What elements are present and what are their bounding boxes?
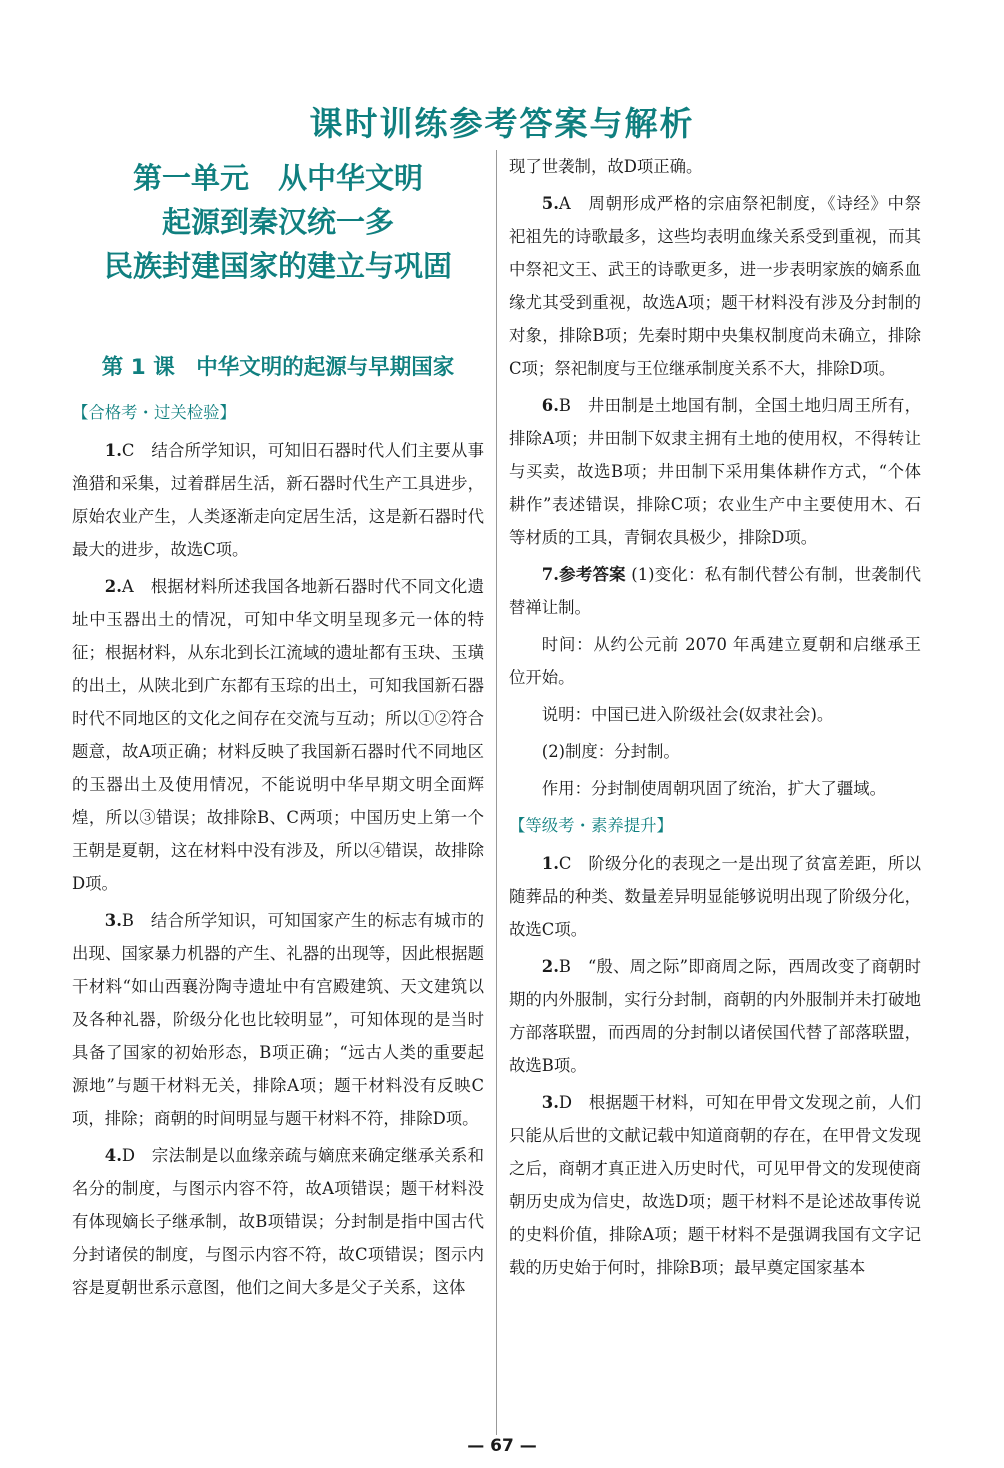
answer-number: 5. (541, 194, 559, 213)
unit-title (72, 156, 484, 288)
answer-number: 1. (104, 441, 122, 460)
right-column (509, 150, 921, 1288)
answer-text: C 结合所学知识，可知旧石器时代人们主要从事渔猎和采集，过着群居生活，新石器时代生产工具进步，原始农业产生，人类逐渐走向定居生活，这是新石器时代最大的进步，故选C项。 (72, 441, 484, 559)
answer-text: D 宗法制是以血缘亲疏与嫡庶来确定继承关系和名分的制度，与图示内容不符，故A项错误；题干材料没有体现嫡长子继承制，故B项错误；分封制是指中国古代分封诸侯的制度，与图示内容不符，故C项错误；图示内容是夏朝世系示意图，他们之间大多是父子关系，这体 (72, 1146, 484, 1297)
answer-number: 2. (541, 957, 559, 976)
answer-line: 说明：中国已进入阶级社会(奴隶社会)。 (541, 705, 834, 724)
answer-text: A 周朝形成严格的宗庙祭祀制度，《诗经》中祭祀祖先的诗歌最多，这些均表明血缘关系受到重视，而其中祭祀文王、武王的诗歌更多，进一步表明家族的嫡系血缘尤其受到重视，故选A项；题干材料没有涉及分封制的对象，排除B项；先秦时期中央集权制度尚未确立，排除C项；祭祀制度与王位继承制度关系不大，排除D项。 (509, 194, 921, 378)
answer-item (509, 847, 921, 946)
unit-title-line: 民族封建国家的建立与巩固 (103, 249, 452, 283)
page-number: — 67 — (467, 1436, 537, 1456)
unit-title-line: 起源到秦汉统一多 (161, 205, 394, 239)
column-divider (496, 150, 497, 1435)
answer-text: D 根据题干材料，可知在甲骨文发现之前，人们只能从后世的文献记载中知道商朝的存在，在甲骨文发现之后，商朝才真正进入历史时代，可见甲骨文的发现使商朝历史成为信史，故选D项；题干材料不是论述故事传说的史料价值，排除A项；题干材料不是强调我国有文字记载的历史始于何时，排除B项；最早奠定国家基本 (509, 1093, 921, 1277)
page-title: 课时训练参考答案与解析 (309, 104, 695, 143)
answer-number: 3. (541, 1093, 559, 1112)
section-heading-advanced: 【等级考・素养提升】 (509, 816, 673, 835)
answer-text: B “殷、周之际”即商周之际，西周改变了商朝时期的内外服制，实行分封制，商朝的内外服制并未打破地方部落联盟，而西周的分封制以诸侯国代替了部落联盟，故选B项。 (509, 957, 921, 1075)
unit-title-line: 第一单元 从中华文明 (132, 161, 423, 195)
answer-item (72, 1139, 484, 1304)
answer-number: 2. (104, 577, 122, 596)
left-column (72, 150, 484, 1308)
answer-number: 3. (104, 911, 122, 930)
answer-item (509, 950, 921, 1082)
answer-text: (1)变化：私有制代替公有制，世袭制代替禅让制。 (509, 565, 922, 617)
answer-number: 6. (541, 396, 559, 415)
answer-line: 时间：从约公元前 2070 年禹建立夏朝和启继承王位开始。 (509, 635, 921, 687)
reference-answer-label: 参考答案 (558, 565, 626, 584)
section-heading-basic: 【合格考・过关检验】 (72, 403, 236, 422)
answer-item (509, 1086, 921, 1284)
answer-item (509, 558, 921, 624)
answer-text: C 阶级分化的表现之一是出现了贫富差距，所以随葬品的种类、数量差异明显能够说明出现了阶级分化，故选C项。 (509, 854, 921, 939)
answer-number: 1. (541, 854, 559, 873)
answer-number: 7. (541, 565, 559, 584)
answer-text: B 井田制是土地国有制，全国土地归周王所有，排除A项；井田制下奴隶主拥有土地的使用权，不得转让与买卖，故选B项；井田制下采用集体耕作方式，“个体耕作”表述错误，排除C项；农业生产中主要使用木、石等材质的工具，青铜农具极少，排除D项。 (509, 396, 921, 547)
lesson-title: 第 1 课 中华文明的起源与早期国家 (101, 355, 455, 380)
answer-continuation: 现了世袭制，故D项正确。 (509, 157, 703, 176)
answer-item (72, 434, 484, 566)
answer-item (72, 904, 484, 1135)
answer-text: B 结合所学知识，可知国家产生的标志有城市的出现、国家暴力机器的产生、礼器的出现等，因此根据题干材料“如山西襄汾陶寺遗址中有宫殿建筑、天文建筑以及各种礼器，阶级分化也比较明显”，可知体现的是当时具备了国家的初始形态，B项正确；“远古人类的重要起源地”与题干材料无关，排除A项；题干材料没有反映C项，排除；商朝的时间明显与题干材料不符，排除D项。 (72, 911, 484, 1128)
answer-item (72, 570, 484, 900)
answer-line: 作用：分封制使周朝巩固了统治，扩大了疆域。 (541, 779, 886, 798)
answer-number: 4. (104, 1146, 122, 1165)
answer-item (509, 187, 921, 385)
answer-item (509, 389, 921, 554)
answer-text: A 根据材料所述我国各地新石器时代不同文化遗址中玉器出土的情况，可知中华文明呈现多元一体的特征；根据材料，从东北到长江流域的遗址都有玉玦、玉璜的出土，从陕北到广东都有玉琮的出土，可知我国新石器时代不同地区的文化之间存在交流与互动；所以①②符合题意，故A项正确；材料反映了我国新石器时代不同地区的玉器出土及使用情况，不能说明中华早期文明全面辉煌，所以③错误；故排除B、C两项；中国历史上第一个王朝是夏朝，这在材料中没有涉及，所以④错误，故排除D项。 (72, 577, 484, 893)
answer-line: (2)制度：分封制。 (541, 742, 680, 761)
